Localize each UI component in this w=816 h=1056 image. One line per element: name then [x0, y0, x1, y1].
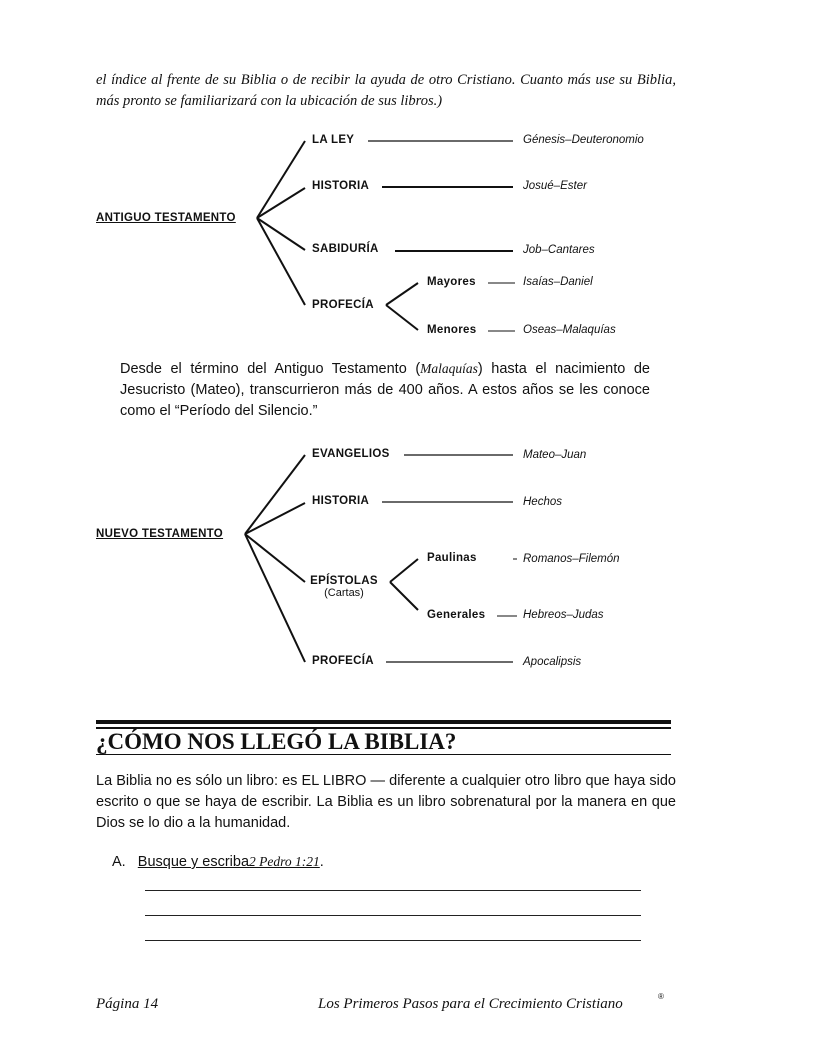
nt-general-books: Hebreos–Judas — [523, 609, 604, 621]
answer-line-2[interactable] — [145, 915, 641, 916]
ot-law-label: LA LEY — [312, 134, 355, 146]
new-testament-label: NUEVO TESTAMENTO — [96, 528, 224, 540]
silence-paragraph: Desde el término del Antiguo Testamento (Malaquías) hasta el nacimiento de Jesucristo (Mateo), transcurrieron más de 400 años. A estos años se les conoce como el “Período del Silencio.” — [120, 361, 650, 419]
nt-history-label: HISTORIA — [312, 495, 370, 507]
ot-major-prophets-label: Mayores — [427, 276, 476, 288]
nt-gospels-label: EVANGELIOS — [312, 448, 390, 460]
footer-page-number: Página 14 — [96, 996, 159, 1012]
nt-prophecy-label: PROFECÍA — [312, 655, 374, 667]
section-body: La Biblia no es sólo un libro: es EL LIBRO — diferente a cualquier otro libro que haya sido escrito o que se haya de escribir. La Biblia es un libro sobrenatural por la manera en que Dios se lo dio a la humanidad. — [96, 773, 676, 831]
nt-pauline-books: Romanos–Filemón — [523, 553, 620, 565]
answer-line-1[interactable] — [145, 890, 641, 891]
ot-major-prophets-books: Isaías–Daniel — [523, 276, 593, 288]
nt-general-label: Generales — [427, 609, 486, 621]
nt-pauline-label: Paulinas — [427, 552, 477, 564]
registered-mark: ® — [658, 992, 664, 1001]
ot-history-label: HISTORIA — [312, 180, 370, 192]
ot-wisdom-label: SABIDURÍA — [312, 243, 379, 255]
ot-minor-prophets-label: Menores — [427, 324, 477, 336]
nt-prophecy-books: Apocalipsis — [523, 656, 582, 668]
nt-history-books: Hechos — [523, 496, 562, 508]
ot-minor-prophets-books: Oseas–Malaquías — [523, 324, 616, 336]
section-heading: ¿CÓMO NOS LLEGÓ LA BIBLIA? — [96, 730, 671, 755]
ot-wisdom-books: Job–Cantares — [523, 244, 595, 256]
heading-top-rule — [96, 720, 671, 724]
intro-paragraph: el índice al frente de su Biblia o de recibir la ayuda de otro Cristiano. Cuanto más use su Biblia, más pronto se familiarizará con la ubicación de sus libros.) — [96, 72, 676, 109]
ot-history-books: Josué–Ester — [523, 180, 587, 192]
nt-gospels-books: Mateo–Juan — [523, 449, 587, 461]
ot-prophecy-label: PROFECÍA — [312, 299, 374, 311]
exercise-item-a: A. Busque y escriba2 Pedro 1:21. — [112, 854, 324, 870]
nt-epistles-sublabel: (Cartas) — [324, 587, 364, 599]
old-testament-label: ANTIGUO TESTAMENTO — [96, 212, 236, 224]
answer-line-3[interactable] — [145, 940, 641, 941]
nt-epistles-label: EPÍSTOLAS — [310, 575, 378, 587]
nt-epistles-group — [300, 575, 388, 599]
footer-book-title: Los Primeros Pasos para el Crecimiento Cristiano — [318, 996, 623, 1012]
ot-law-books: Génesis–Deuteronomio — [523, 134, 644, 146]
